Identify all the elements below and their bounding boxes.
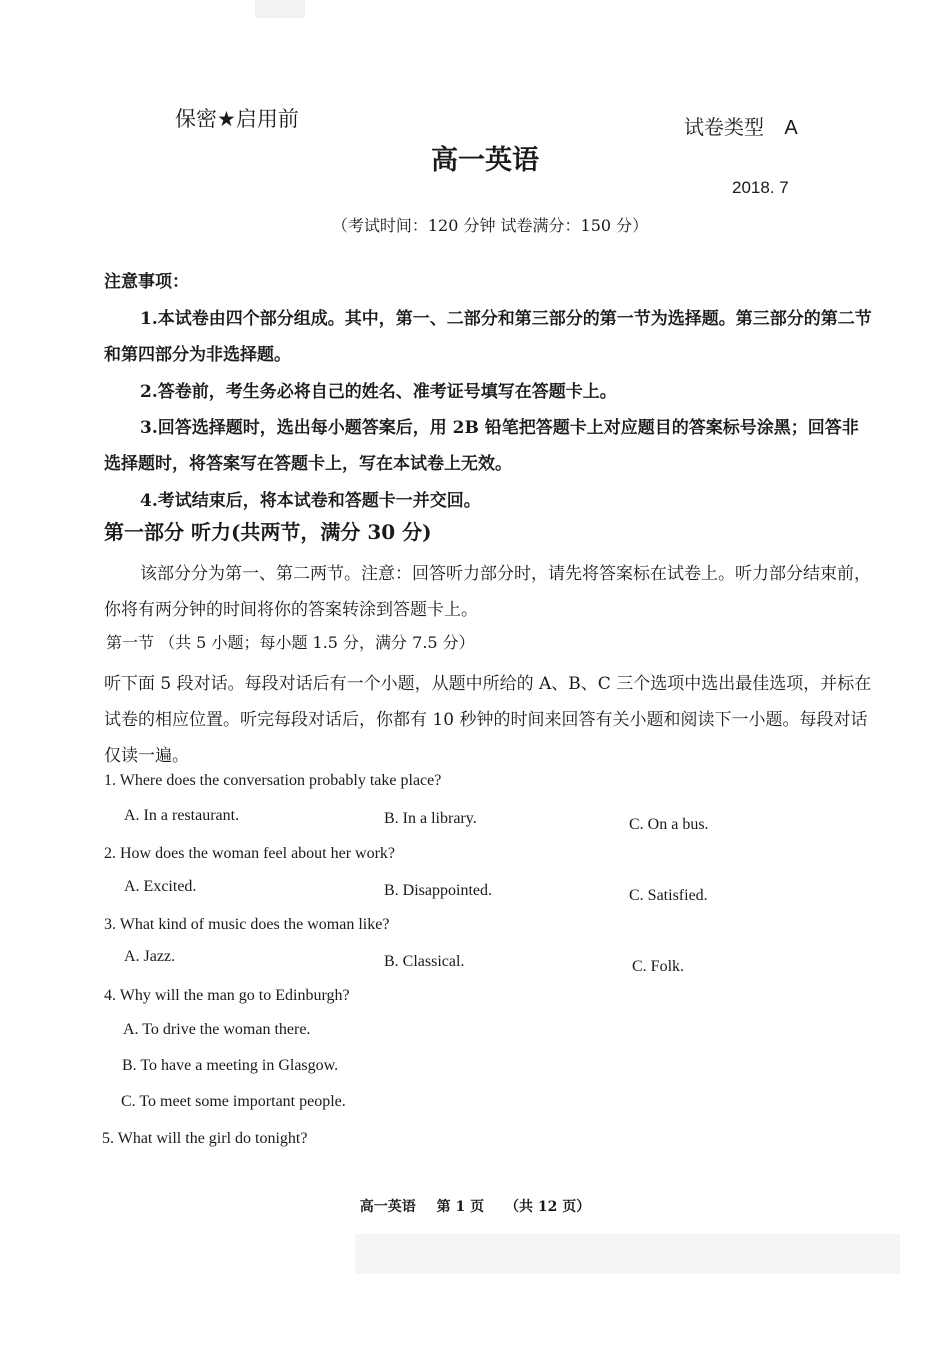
footer-page: 第 1 页: [436, 1199, 485, 1215]
q1-option-c: C. On a bus.: [629, 816, 709, 833]
part1-intro: 该部分分为第一、第二两节。注意：回答听力部分时，请先将答案标在试卷上。听力部分结束前，你将有两分钟的时间将你的答案转涂到答题卡上。: [104, 564, 871, 620]
section1-instructions: 听下面 5 段对话。每段对话后有一个小题，从题中所给的 A、B、C 三个选项中选出最佳选项，并标在试卷的相应位置。听完每段对话后，你都有 10 秒钟的时间来回答有关小题和阅读下一小题。每段对话仅读一遍。: [104, 674, 872, 766]
section1-heading: 第一节 （共 5 小题；每小题 1.5 分，满分 7.5 分）: [106, 633, 475, 652]
notice-heading: 注意事项：: [104, 272, 189, 292]
q3-option-a: A. Jazz.: [124, 948, 176, 965]
paper-type: [684, 111, 798, 140]
notice-item-1: 1.本试卷由四个部分组成。其中，第一、二部分和第三部分的第一节为选择题。第三部分的第二节和第四部分为非选择题。: [104, 309, 872, 365]
notice-item-4: 4.考试结束后，将本试卷和答题卡一并交回。: [140, 491, 481, 511]
footer-subject: 高一英语: [359, 1199, 416, 1215]
q1-option-a: A. In a restaurant.: [124, 807, 240, 824]
paper-type-label: 试卷类型: [684, 115, 764, 139]
q4-option-b: B. To have a meeting in Glasgow.: [122, 1057, 339, 1074]
question-5: 5. What will the girl do tonight?: [102, 1130, 308, 1147]
question-3: 3. What kind of music does the woman like?: [104, 916, 390, 933]
question-4: 4. Why will the man go to Edinburgh?: [104, 987, 350, 1004]
q2-option-a: A. Excited.: [124, 878, 197, 895]
q2-option-c: C. Satisfied.: [629, 887, 708, 904]
notice-item-2: 2.答卷前，考生务必将自己的姓名、准考证号填写在答题卡上。: [140, 382, 617, 402]
q4-option-c: C. To meet some important people.: [121, 1093, 346, 1110]
q3-option-c: C. Folk.: [632, 958, 685, 975]
page-footer: [0, 1196, 950, 1216]
part1-heading: 第一部分 听力(共两节，满分 30 分): [104, 520, 432, 544]
paper-type-value: A: [784, 117, 798, 139]
exam-info: （考试时间：120 分钟 试卷满分：150 分）: [331, 216, 649, 235]
question-2: 2. How does the woman feel about her work?: [104, 845, 396, 862]
notice-item-3: 3.回答选择题时，选出每小题答案后，用 2B 铅笔把答题卡上对应题目的答案标号涂黑；回答非选择题时，将答案写在答题卡上，写在本试卷上无效。: [104, 418, 859, 474]
exam-date: 2018. 7: [732, 178, 789, 197]
page-title: 高一英语: [431, 145, 539, 176]
question-1: 1. Where does the conversation probably take place?: [104, 772, 442, 789]
q4-option-a: A. To drive the woman there.: [123, 1021, 311, 1038]
scan-smudge: [355, 1234, 900, 1274]
confidential-label: 保密★启用前: [175, 107, 299, 131]
q1-option-b: B. In a library.: [384, 810, 477, 827]
q3-option-b: B. Classical.: [384, 953, 465, 970]
footer-total: （共 12 页）: [505, 1199, 591, 1215]
scan-smudge: [255, 0, 305, 18]
q2-option-b: B. Disappointed.: [384, 882, 492, 899]
